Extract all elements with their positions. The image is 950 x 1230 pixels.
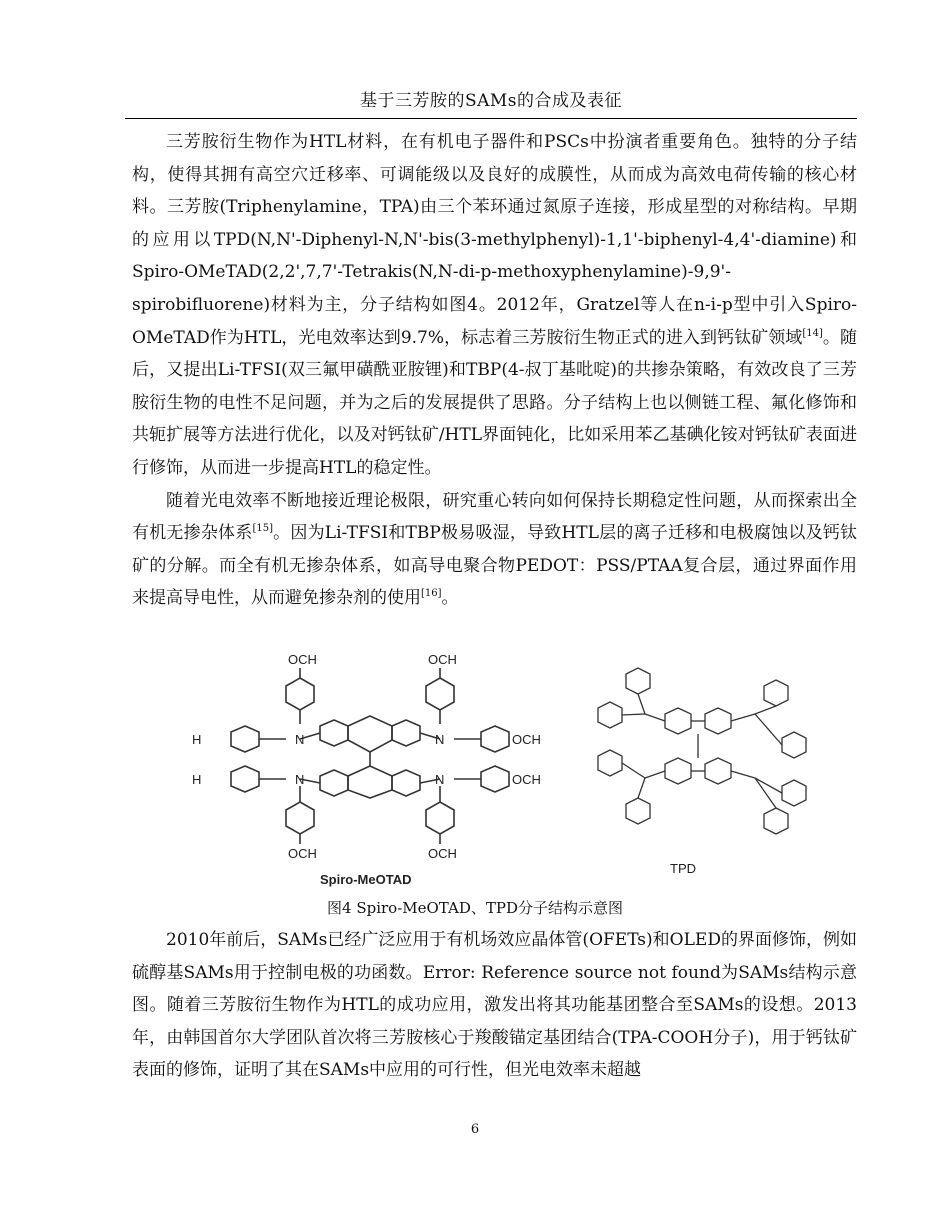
och3-label-top-left: OCH — [288, 652, 317, 667]
page-number: 6 — [470, 1122, 480, 1137]
och3-label-bottom-right: OCH — [428, 846, 457, 861]
body-text-upper — [132, 126, 857, 615]
spiro-meotad-structure — [231, 668, 509, 844]
citation-14[interactable]: [14] — [802, 327, 823, 339]
n-label-2: N — [435, 732, 445, 747]
figure-caption: 图4 Spiro-MeOTAD、TPD分子结构示意图 — [327, 899, 623, 917]
citation-16[interactable]: [16] — [421, 588, 442, 600]
n-label-3: N — [295, 772, 305, 787]
och3-label-right-lower: OCH — [512, 772, 541, 787]
figure-4 — [190, 640, 840, 895]
h3co-label-upper: H — [192, 732, 202, 747]
och3-label-top-right: OCH — [428, 652, 457, 667]
molecular-structures-image — [190, 640, 840, 895]
n-label-1: N — [295, 732, 305, 747]
h3co-label-lower: H — [192, 772, 202, 787]
paragraph-3: 2010年前后，SAMs已经广泛应用于有机场效应晶体管(OFETs)和OLED的界面修饰，例如硫醇基SAMs用于控制电极的功函数。Error: Reference source not found为SAMs结构示意图。随着三芳胺衍生物作为HTL的成功应用，激发出将其功能基团整合至SAMs的设想。2013年，由韩国首尔大学团队首次将三芳胺核心于羧酸锚定基团结合(TPA-COOH分子)，用于钙钛矿表面的修饰，证明了其在SAMs中应用的可行性，但光电效率未超越 — [132, 930, 857, 1081]
citation-15[interactable]: [15] — [252, 523, 273, 535]
n-label-4: N — [435, 772, 445, 787]
spiro-meotad-label: Spiro-MeOTAD — [320, 872, 412, 887]
paragraph-2: 随着光电效率不断地接近理论极限，研究重心转向如何保持长期稳定性问题，从而探索出全有机无掺杂体系[15]。因为Li-TFSI和TBP极易吸湿，导致HTL层的离子迁移和电极腐蚀以及钙钛矿的分解。而全有机无掺杂体系，如高导电聚合物PEDOT：PSS/PTAA复合层，通过界面作用来提高导电性，从而避免掺杂剂的使用[16]。 — [132, 490, 857, 609]
och3-label-right-upper: OCH — [512, 732, 541, 747]
tpd-label: TPD — [670, 861, 696, 876]
tpd-structure — [598, 668, 806, 834]
paragraph-1: 三芳胺衍生物作为HTL材料，在有机电子器件和PSCs中扮演者重要角色。独特的分子结构，使得其拥有高空穴迁移率、可调能级以及良好的成膜性，从而成为高效电荷传输的核心材料。三芳胺(Triphenylamine，TPA)由三个苯环通过氮原子连接，形成星型的对称结构。早期的应用以TPD(N,N'-Diphenyl-N,N'-bis(3-methylphenyl)-1,1'-biphenyl-4,4'-diamine)和Spiro-OMeTAD(2,2',7,7'-Tetrakis(N,N-di-p-methoxyphenylamine)-9,9'-spirobifluorene)材料为主，分子结构如图4。2012年，Gratzel等人在n-i-p型中引入Spiro-OMeTAD作为HTL，光电效率达到9.7%，标志着三芳胺衍生物正式的进入到钙钛矿领域[14]。随后，又提出Li-TFSI(双三氟甲磺酰亚胺锂)和TBP(4-叔丁基吡啶)的共掺杂策略，有效改良了三芳胺衍生物的电性不足问题，并为之后的发展提供了思路。分子结构上也以侧链工程、氟化修饰和共轭扩展等方法进行优化，以及对钙钛矿/HTL界面钝化，比如采用苯乙基碘化铵对钙钛矿表面进行修饰，从而进一步提高HTL的稳定性。 — [132, 132, 857, 478]
body-text-lower — [132, 924, 857, 1087]
och3-label-bottom-left: OCH — [288, 846, 317, 861]
running-header: 基于三芳胺的SAMs的合成及表征 — [125, 84, 857, 119]
